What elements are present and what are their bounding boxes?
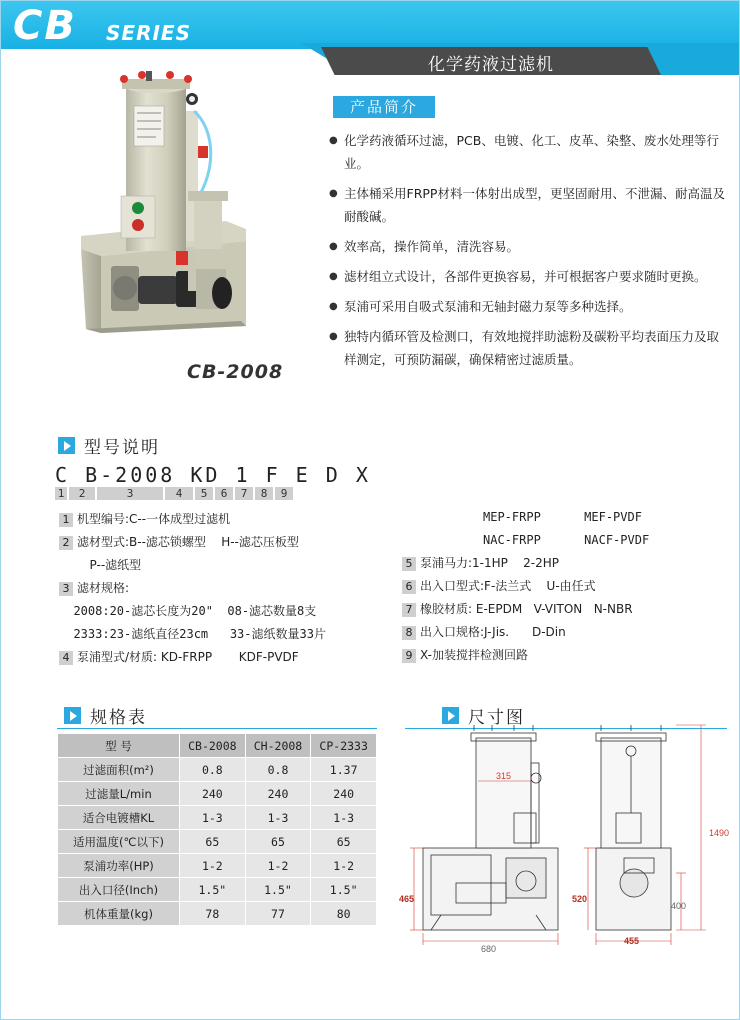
code-index: 8 — [255, 487, 273, 500]
dim-label-455: 455 — [624, 936, 640, 946]
table-cell: 1-3 — [180, 806, 246, 830]
table-row — [58, 854, 377, 878]
spec-heading — [64, 703, 147, 728]
spec-number: 6 — [402, 580, 416, 594]
intro-bullet: ● 主体桶采用FRPP材料一体射出成型，更坚固耐用、不泄漏、耐高温及耐酸碱。 — [329, 182, 731, 228]
table-cell: 1.37 — [311, 758, 377, 782]
intro-bullet: ● 泵浦可采用自吸式泵浦和无轴封磁力泵等多种选择。 — [329, 295, 731, 318]
dim-label-400: 400 — [671, 901, 687, 911]
play-arrow-icon — [442, 707, 459, 724]
table-cell: 1-2 — [245, 854, 311, 878]
table-cell: 80 — [311, 902, 377, 926]
table-row-label: 泵浦功率(HP) — [58, 854, 180, 878]
table-cell: 1.5" — [180, 878, 246, 902]
model-code: C B-2008 KD 1 F E D X — [55, 463, 371, 487]
spec-number: 5 — [402, 557, 416, 571]
model-heading — [58, 433, 160, 458]
dim-label-1490: 1490 — [709, 828, 730, 838]
table-row — [58, 782, 377, 806]
spec-text: 机型编号:C--一体成型过滤机 — [77, 512, 231, 526]
spec-row — [59, 623, 399, 646]
table-cell: 65 — [245, 830, 311, 854]
code-index: 5 — [195, 487, 213, 500]
dim-label-680: 680 — [481, 944, 497, 954]
page-title: 化学药液过滤机 — [428, 55, 554, 75]
spec-heading-text: 规格表 — [90, 708, 147, 728]
table-row — [58, 806, 377, 830]
spec-row — [59, 554, 399, 577]
code-index: 7 — [235, 487, 253, 500]
spec-row — [59, 577, 399, 600]
spec-text: 泵浦型式/材质: KD-FRPP KDF-PVDF — [77, 650, 299, 664]
spec-table — [57, 733, 377, 926]
spec-row — [402, 598, 737, 621]
spec-number: 4 — [59, 651, 73, 665]
spec-table-header — [58, 734, 377, 758]
intro-bullet-list — [329, 129, 731, 378]
spec-text: 橡胶材质: E-EPDM V-VITON N-NBR — [420, 602, 633, 616]
table-row-label: 机体重量(kg) — [58, 902, 180, 926]
spec-row — [59, 508, 399, 531]
spec-text: P--滤纸型 — [59, 558, 142, 572]
product-model-caption: CB-2008 — [187, 361, 284, 383]
intro-bullet: ● 效率高，操作简单，清洗容易。 — [329, 235, 731, 258]
table-header-cell: CH-2008 — [245, 734, 311, 758]
intro-bullet: ● 独特内循环管及检测口，有效地搅拌助滤粉及碳粉平均表面压力及取样测定，可预防漏碳，确保精密过滤质量。 — [329, 325, 731, 371]
table-cell: 1-3 — [245, 806, 311, 830]
spec-separator — [57, 728, 377, 729]
brand-logo: CB — [13, 3, 77, 49]
spec-number: 8 — [402, 626, 416, 640]
spec-row — [483, 506, 733, 529]
table-cell: 78 — [180, 902, 246, 926]
spec-row — [59, 531, 399, 554]
spec-row — [59, 646, 399, 669]
table-row-label: 过滤面积(m²) — [58, 758, 180, 782]
spec-text: 2008:20-滤芯长度为20" 08-滤芯数量8支 — [59, 604, 317, 618]
table-cell: 240 — [311, 782, 377, 806]
spec-text: 2333:23-滤纸直径23cm 33-滤纸数量33片 — [59, 627, 326, 641]
table-cell: 240 — [245, 782, 311, 806]
dim-label-315: 315 — [496, 771, 512, 781]
series-label: SERIES — [106, 21, 191, 45]
spec-text: 出入口型式:F-法兰式 U-由任式 — [420, 579, 596, 593]
spec-text: NAC-FRPP NACF-PVDF — [483, 533, 650, 547]
table-header-cell: 型 号 — [58, 734, 180, 758]
play-arrow-icon — [64, 707, 81, 724]
code-index: 3 — [97, 487, 163, 500]
spec-text: 出入口规格:J-Jis. D-Din — [420, 625, 566, 639]
spec-number: 7 — [402, 603, 416, 617]
table-cell: 0.8 — [180, 758, 246, 782]
spec-number: 9 — [402, 649, 416, 663]
spec-row — [402, 621, 737, 644]
spec-row — [59, 600, 399, 623]
code-index: 4 — [165, 487, 193, 500]
table-row-label: 适合电镀槽KL — [58, 806, 180, 830]
table-cell: 1-2 — [311, 854, 377, 878]
table-cell: 0.8 — [245, 758, 311, 782]
model-heading-text: 型号说明 — [84, 438, 160, 458]
code-index: 9 — [275, 487, 293, 500]
spec-text: MEP-FRPP MEF-PVDF — [483, 510, 642, 524]
model-spec-left — [59, 508, 399, 669]
spec-text: X-加装搅拌检测回路 — [420, 648, 528, 662]
spec-row — [402, 552, 737, 575]
dimension-drawing — [396, 723, 734, 955]
intro-tab: 产品简介 — [333, 96, 435, 118]
table-cell: 1-3 — [311, 806, 377, 830]
table-cell: 1.5" — [245, 878, 311, 902]
table-header-cell: CB-2008 — [180, 734, 246, 758]
code-index: 2 — [69, 487, 95, 500]
dim-label-520: 520 — [572, 894, 588, 904]
product-photo — [76, 71, 301, 371]
table-row-label: 出入口径(Inch) — [58, 878, 180, 902]
table-cell: 240 — [180, 782, 246, 806]
table-cell: 1.5" — [311, 878, 377, 902]
table-row — [58, 830, 377, 854]
code-index: 1 — [55, 487, 67, 500]
table-row — [58, 902, 377, 926]
table-row — [58, 878, 377, 902]
model-code-index-row — [55, 487, 295, 500]
spec-text: 泵浦马力:1-1HP 2-2HP — [420, 556, 560, 570]
model-spec-right — [402, 552, 737, 667]
intro-bullet: ● 滤材组立式设计，各部件更换容易，并可根据客户要求随时更换。 — [329, 265, 731, 288]
table-cell: 65 — [311, 830, 377, 854]
table-cell: 65 — [180, 830, 246, 854]
intro-bullet: ● 化学药液循环过滤，PCB、电镀、化工、皮革、染整、废水处理等行业。 — [329, 129, 731, 175]
table-row — [58, 758, 377, 782]
spec-row — [483, 529, 733, 552]
spec-text: 滤材型式:B--滤芯锁螺型 H--滤芯压板型 — [77, 535, 299, 549]
spec-number: 3 — [59, 582, 73, 596]
spec-row — [402, 644, 737, 667]
table-row-label: 过滤量L/min — [58, 782, 180, 806]
title-band-wrap — [1, 1, 740, 81]
spec-number: 1 — [59, 513, 73, 527]
spec-text: 滤材规格: — [77, 581, 130, 595]
spec-row — [402, 575, 737, 598]
table-row-label: 适用温度(℃以下) — [58, 830, 180, 854]
model-spec-right-top — [483, 506, 733, 552]
code-index: 6 — [215, 487, 233, 500]
spec-number: 2 — [59, 536, 73, 550]
table-cell: 77 — [245, 902, 311, 926]
play-arrow-icon — [58, 437, 75, 454]
table-cell: 1-2 — [180, 854, 246, 878]
dimension-heading-text: 尺寸图 — [468, 708, 525, 728]
table-header-cell: CP-2333 — [311, 734, 377, 758]
dim-label-465: 465 — [399, 894, 415, 904]
